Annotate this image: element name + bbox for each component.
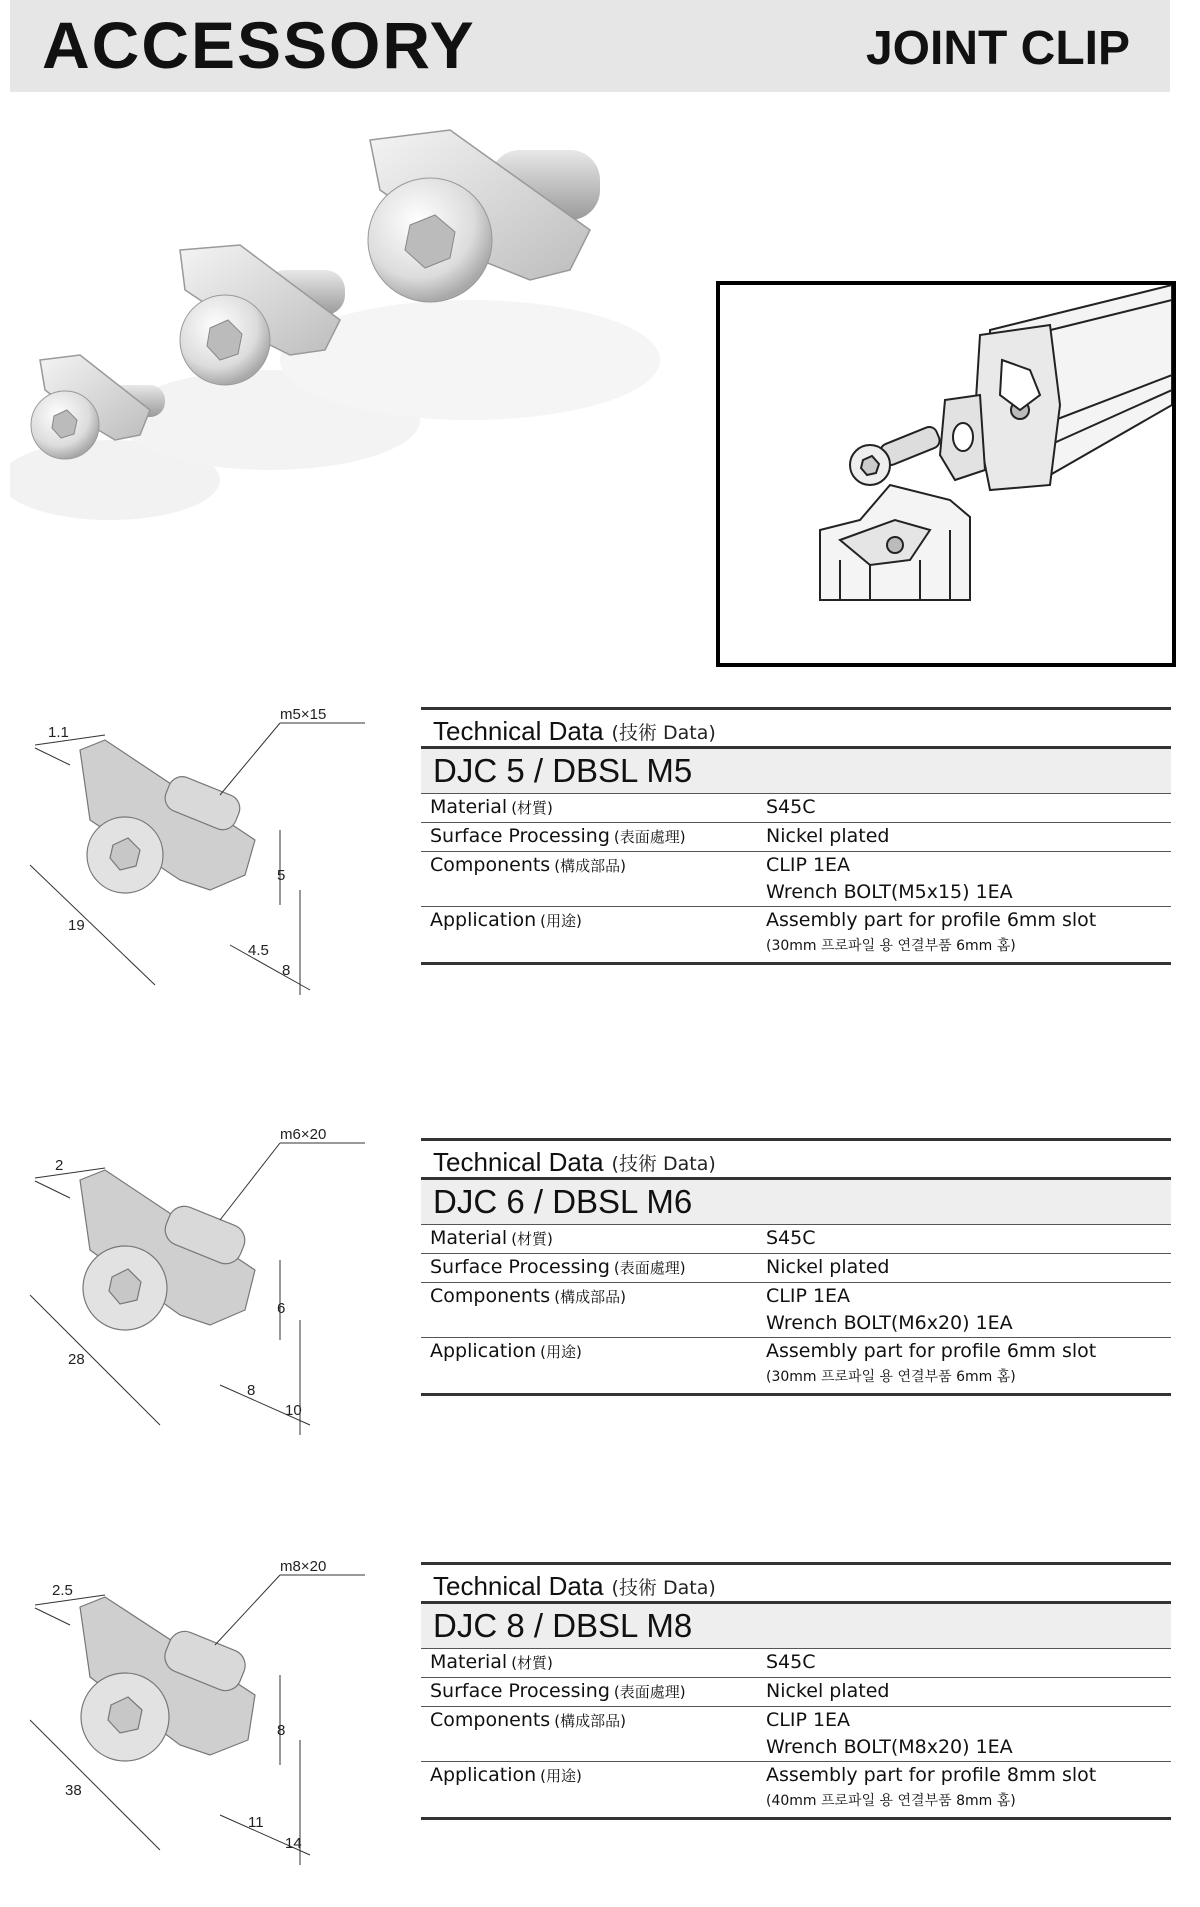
dimension-drawing-2 — [10, 1120, 370, 1450]
spec-value: Assembly part for profile 6mm slot — [766, 1340, 1097, 1362]
spec-label-cjk: (構成部品) — [554, 1288, 626, 1306]
spec-label-cjk: (構成部品) — [554, 1712, 626, 1730]
dim-width-2: 10 — [285, 1402, 302, 1419]
spec-value: Nickel plated — [766, 825, 890, 847]
dimension-drawing-3 — [10, 1545, 370, 1875]
spec-label: Application — [430, 1340, 537, 1362]
spec-note: (40mm 프로파일 용 연결부품 8mm 홈) — [766, 1793, 1016, 1809]
spec-label: Components — [430, 854, 551, 876]
spec-value: Wrench BOLT(M6x20) 1EA — [766, 1312, 1013, 1334]
dim-width-1: 8 — [282, 962, 291, 979]
table-header — [421, 1565, 1171, 1601]
spec-note: (30mm 프로파일 용 연결부품 6mm 홈) — [766, 938, 1016, 954]
spec-row-material — [421, 1225, 1171, 1253]
spec-value: CLIP 1EA — [766, 854, 851, 876]
assembly-illustration — [716, 281, 1176, 667]
spec-label: Surface Processing — [430, 825, 610, 847]
spec-label-cjk: (構成部品) — [554, 857, 626, 875]
model-name: DJC 8 / DBSL M8 — [421, 1604, 1171, 1648]
spec-row-surface — [421, 1254, 1171, 1282]
dim-slot-1: 4.5 — [248, 942, 269, 959]
spec-value: S45C — [766, 1227, 816, 1249]
page-title: ACCESSORY — [42, 8, 476, 82]
dim-thread-1: m5×15 — [280, 706, 327, 723]
spec-label: Application — [430, 909, 537, 931]
table-header — [421, 710, 1171, 746]
spec-label-cjk: (用途) — [540, 1767, 582, 1785]
product-photo — [10, 120, 680, 560]
spec-row-application — [421, 1338, 1171, 1389]
table-title-cjk: (技術 Data) — [611, 1153, 716, 1175]
spec-label: Material — [430, 796, 508, 818]
spec-value: CLIP 1EA — [766, 1709, 851, 1731]
dim-length-1: 19 — [68, 917, 85, 934]
spec-label: Components — [430, 1709, 551, 1731]
technical-data-table-2 — [421, 1138, 1171, 1396]
spec-row-components — [421, 852, 1171, 906]
spec-label: Material — [430, 1227, 508, 1249]
spec-row-application — [421, 1762, 1171, 1813]
spec-row-application — [421, 907, 1171, 958]
spec-label: Material — [430, 1651, 508, 1673]
spec-label-cjk: (材質) — [511, 799, 553, 817]
spec-label-cjk: (表面處理) — [613, 828, 686, 846]
model-name: DJC 6 / DBSL M6 — [421, 1180, 1171, 1224]
page-header — [10, 0, 1170, 92]
spec-value: Assembly part for profile 6mm slot — [766, 909, 1097, 931]
dim-width-3: 14 — [285, 1835, 302, 1852]
technical-data-table-1 — [421, 707, 1171, 965]
dim-slot-2: 8 — [247, 1382, 256, 1399]
dim-thickness-1: 1.1 — [48, 724, 69, 741]
table-title: Technical Data — [433, 716, 604, 746]
spec-row-surface — [421, 1678, 1171, 1706]
dim-height-2: 6 — [277, 1300, 286, 1317]
spec-value: Wrench BOLT(M5x15) 1EA — [766, 881, 1013, 903]
spec-value: CLIP 1EA — [766, 1285, 851, 1307]
model-name: DJC 5 / DBSL M5 — [421, 749, 1171, 793]
table-header — [421, 1141, 1171, 1177]
table-title-cjk: (技術 Data) — [611, 722, 716, 744]
spec-label-cjk: (表面處理) — [613, 1259, 686, 1277]
spec-value: Nickel plated — [766, 1256, 890, 1278]
dimension-drawing-1 — [10, 690, 370, 1010]
dim-thread-3: m8×20 — [280, 1558, 327, 1575]
spec-note: (30mm 프로파일 용 연결부품 6mm 홈) — [766, 1369, 1016, 1385]
dim-thread-2: m6×20 — [280, 1126, 327, 1143]
spec-label: Surface Processing — [430, 1256, 610, 1278]
spec-value: S45C — [766, 1651, 816, 1673]
spec-label-cjk: (用途) — [540, 912, 582, 930]
spec-label-cjk: (材質) — [511, 1230, 553, 1248]
spec-label-cjk: (表面處理) — [613, 1683, 686, 1701]
dim-slot-3: 11 — [248, 1814, 264, 1831]
spec-value: Assembly part for profile 8mm slot — [766, 1764, 1097, 1786]
large-clip-image — [368, 130, 600, 302]
spec-label-cjk: (用途) — [540, 1343, 582, 1361]
spec-label: Surface Processing — [430, 1680, 610, 1702]
dim-length-2: 28 — [68, 1351, 85, 1368]
spec-label: Application — [430, 1764, 537, 1786]
spec-value: Wrench BOLT(M8x20) 1EA — [766, 1736, 1013, 1758]
table-title-cjk: (技術 Data) — [611, 1577, 716, 1599]
spec-row-material — [421, 1649, 1171, 1677]
page-subtitle: JOINT CLIP — [865, 22, 1130, 75]
technical-data-table-3 — [421, 1562, 1171, 1820]
spec-row-surface — [421, 823, 1171, 851]
spec-value: S45C — [766, 796, 816, 818]
dim-height-1: 5 — [277, 867, 286, 884]
spec-row-material — [421, 794, 1171, 822]
table-title: Technical Data — [433, 1571, 604, 1601]
dim-height-3: 8 — [277, 1722, 286, 1739]
dim-length-3: 38 — [65, 1782, 82, 1799]
spec-label-cjk: (材質) — [511, 1654, 553, 1672]
spec-row-components — [421, 1707, 1171, 1761]
dim-thickness-2: 2 — [55, 1157, 64, 1174]
table-title: Technical Data — [433, 1147, 604, 1177]
spec-label: Components — [430, 1285, 551, 1307]
dim-thickness-3: 2.5 — [52, 1582, 73, 1599]
spec-row-components — [421, 1283, 1171, 1337]
spec-value: Nickel plated — [766, 1680, 890, 1702]
